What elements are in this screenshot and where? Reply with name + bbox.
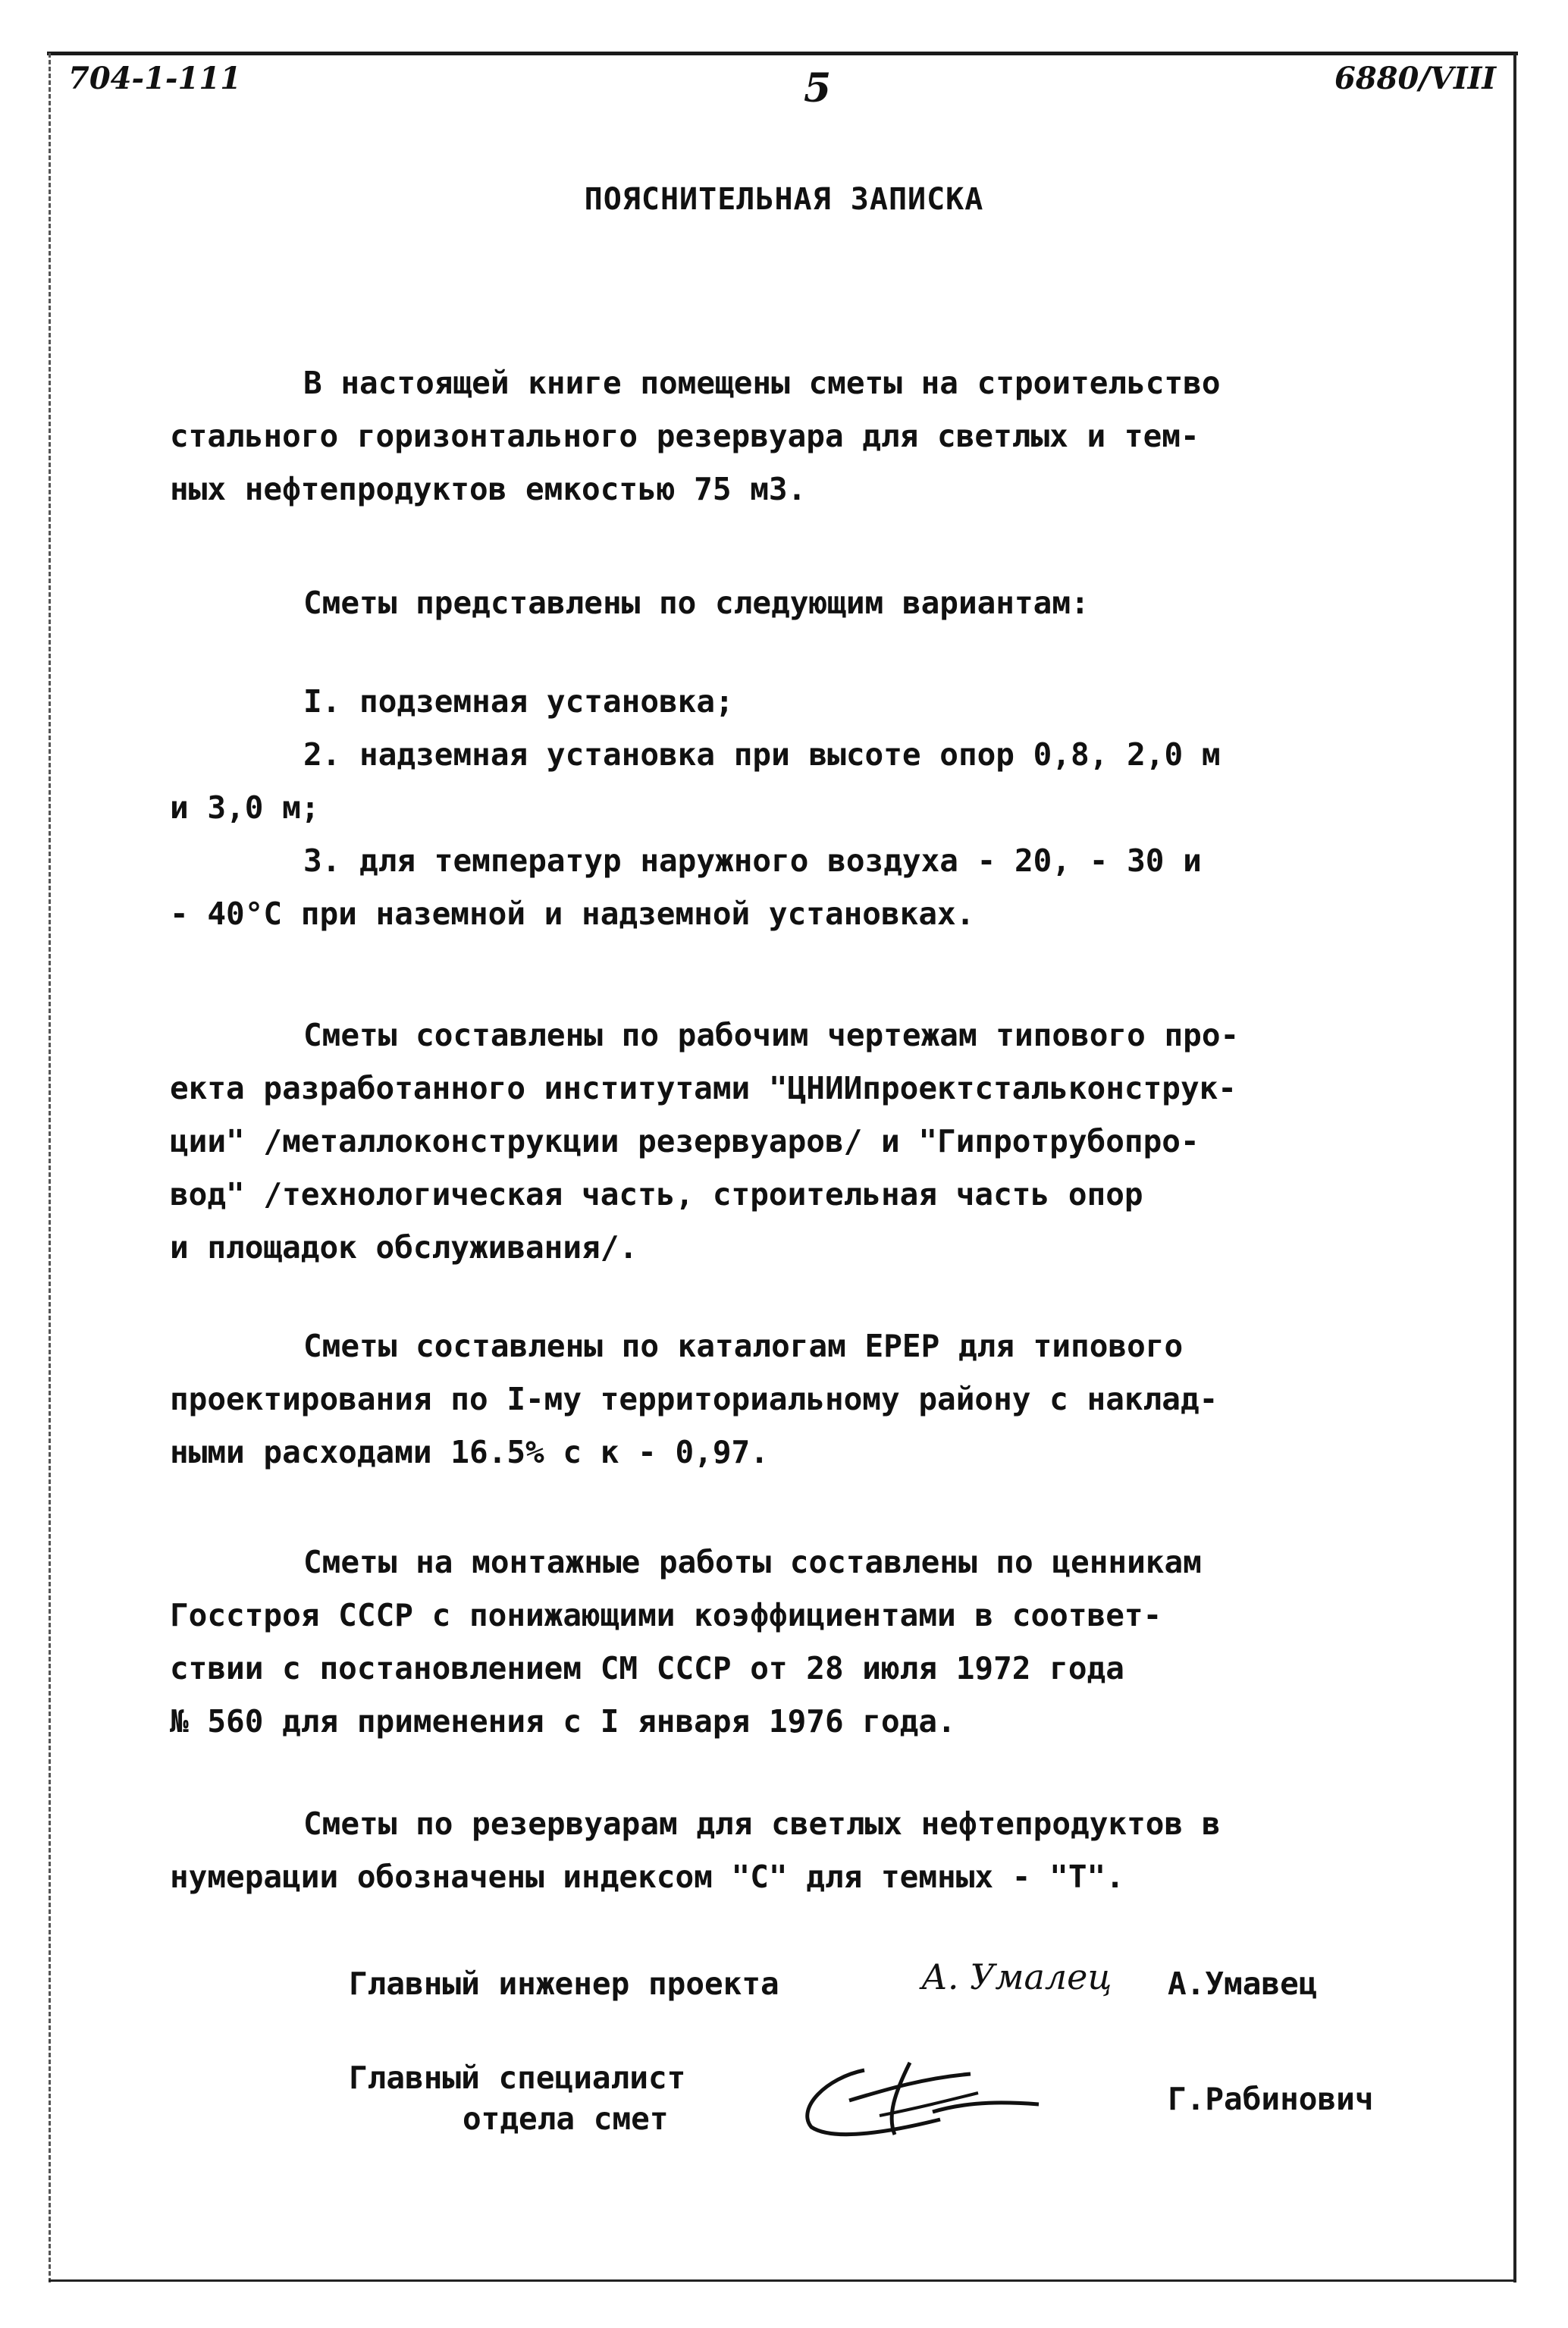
specialist-title-line1: Главный специалист (349, 2060, 686, 2096)
page-title: ПОЯСНИТЕЛЬНАЯ ЗАПИСКА (584, 182, 984, 217)
paragraph-installation (170, 1536, 1398, 1748)
text-line: ными расходами 16.5% с к - 0,97. (170, 1434, 769, 1470)
text-line: и площадок обслуживания/. (170, 1229, 638, 1266)
frame-left-border (49, 53, 51, 2283)
list-item: I. подземная установка; (303, 683, 734, 720)
document-code-left: 704-1-111 (68, 61, 242, 96)
list-item: 2. надземная установка при высоте опор 0,8, 2,0 м (303, 736, 1221, 773)
text-line: Сметы по резервуарам для светлых нефтепродуктов в (303, 1806, 1221, 1842)
chief-engineer-name: А.Умавец (1168, 1966, 1318, 2002)
text-line: ции" /металлоконструкции резервуаров/ и "Гипротрубопро- (170, 1123, 1200, 1159)
text-line: Сметы на монтажные работы составлены по ценникам (303, 1544, 1202, 1580)
text-line: проектирования по I-му территориальному району с наклад- (170, 1381, 1218, 1417)
list-item-continuation: и 3,0 м; (170, 789, 320, 826)
text-line: ствии с постановлением СМ СССР от 28 июля 1972 года (170, 1650, 1124, 1686)
specialist-signature-mark (781, 2047, 1054, 2154)
paragraph-intro (170, 356, 1398, 516)
text-line: ных нефтепродуктов емкостью 75 м3. (170, 471, 807, 507)
text-line: Сметы представлены по следующим вариантам: (303, 585, 1090, 621)
page-number: 5 (804, 65, 832, 111)
frame-bottom-border (49, 2279, 1516, 2282)
chief-engineer-signature: А. Умалец (921, 1956, 1112, 1997)
text-line: Госстроя СССР с понижающими коэффициентами в соответ- (170, 1597, 1162, 1633)
paragraph-drawings (170, 1009, 1398, 1274)
frame-top-border (47, 52, 1518, 55)
frame-right-border (1513, 53, 1516, 2283)
list-item: 3. для температур наружного воздуха - 20, - 30 и (303, 842, 1202, 879)
text-line: № 560 для применения с I января 1976 года. (170, 1703, 956, 1740)
text-line: В настоящей книге помещены сметы на строительство (303, 365, 1221, 401)
document-code-right: 6880/VIII (1334, 61, 1497, 96)
variants-list (170, 675, 1398, 940)
text-line: Сметы составлены по каталогам ЕРЕР для типового (303, 1328, 1184, 1364)
paragraph-variants-heading (170, 576, 1398, 629)
paragraph-indexing (170, 1797, 1398, 1903)
text-line: Сметы составлены по рабочим чертежам типового про- (303, 1017, 1240, 1053)
list-item-continuation: - 40°С при наземной и надземной установках. (170, 896, 975, 932)
text-line: нумерации обозначены индексом "С" для темных - "Т". (170, 1859, 1124, 1895)
text-line: екта разработанного институтами "ЦНИИпроектстальконструк- (170, 1070, 1237, 1106)
specialist-name: Г.Рабинович (1168, 2081, 1374, 2117)
text-line: стального горизонтального резервуара для светлых и тем- (170, 418, 1200, 454)
chief-engineer-title: Главный инженер проекта (349, 1966, 779, 2002)
paragraph-catalogs (170, 1319, 1398, 1479)
specialist-title-line2: отдела смет (463, 2101, 669, 2137)
text-line: вод" /технологическая часть, строительная часть опор (170, 1176, 1143, 1213)
